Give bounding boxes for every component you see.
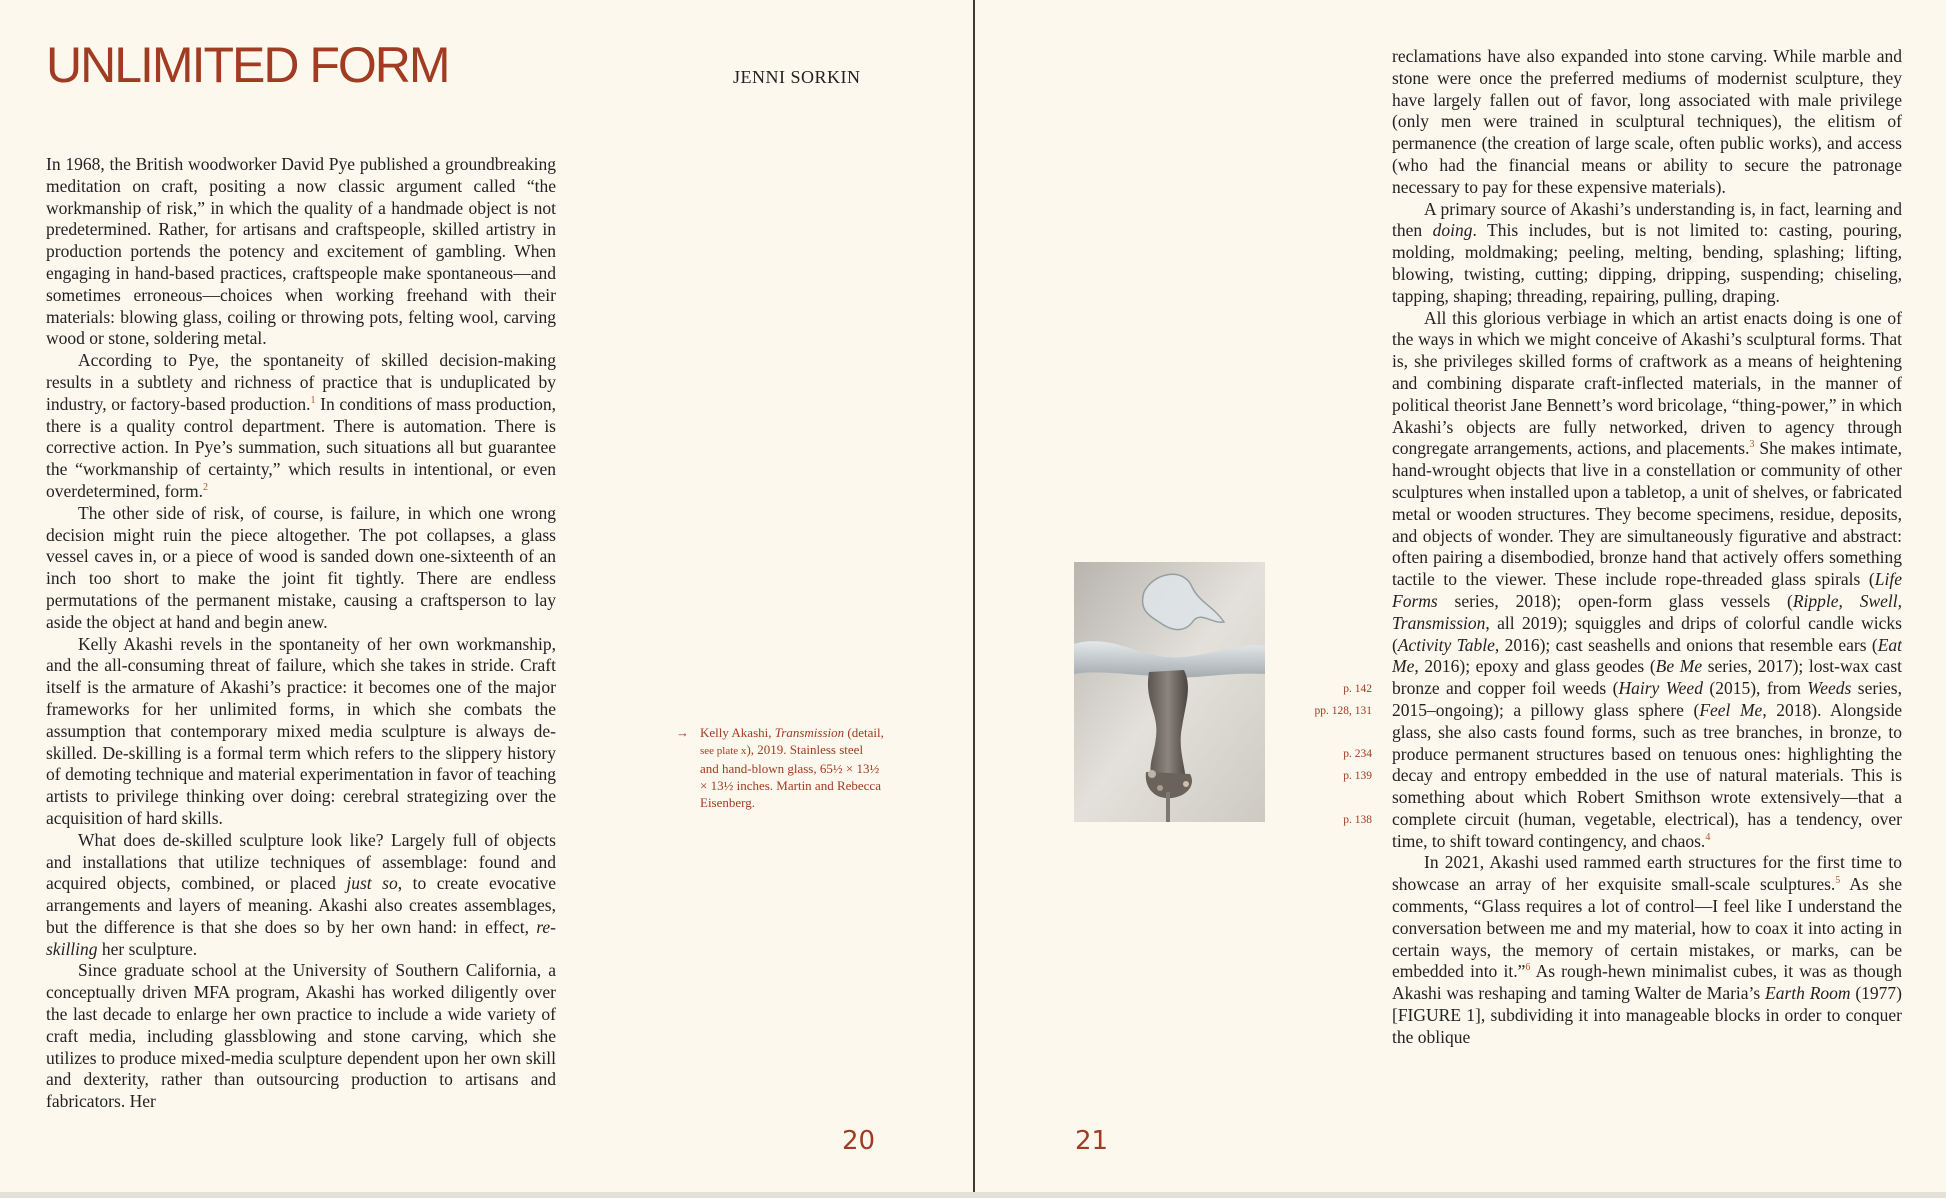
page-ref-link[interactable]: pp. 128, 131 xyxy=(1314,705,1372,717)
sculpture-photo xyxy=(1074,562,1265,822)
page-ref-link[interactable]: p. 142 xyxy=(1343,683,1372,695)
footnote-ref[interactable]: 6 xyxy=(1525,962,1531,974)
paragraph: All this glorious verbiage in which an artist enacts doing is one of the ways in which we might conceive of Akashi’s sculptural forms. That is, she privileges skilled forms of craftwork as a means of heightening and combining disparate craft-inflected materials, in the manner of political theorist Jane Bennett’s word bricolage, “thing-power,” in which Akashi’s objects are fully networked, driven to agency through congregate arrangements, actions, and placements.$^3$ She makes intimate, hand-wrought objects that live in a constellation or community of other sculptures when installed upon a tabletop, a unit of shelves, or fabricated metal or wooden structures. They become specimens, residue, deposits, and objects of wonder. They are simultaneously figurative and abstract: often pairing a disembodied, bronze hand that actively offers something tactile to the viewer. These include rope-threaded glass spirals (Life Forms series, 2018); open-form glass vessels (Ripple, Swell, Transmission, all 2019); squiggles and drips of colorful candle wicks (Activity Table, 2016); cast seashells and onions that resemble ears (Eat Me, 2016); epoxy and glass geodes (Be Me series, 2017); lost-wax cast bronze and copper foil weeds (Hairy Weed (2015), from Weeds series, 2015–ongoing); a pillowy glass sphere (Feel Me, 2018). Alongside glass, she also casts found forms, such as tree branches, in bronze, to produce permanent structures based on tenuous ones: highlighting the decay and entropy embedded in the use of natural materials. This is something about which Robert Smithson wrote extensively—that a complete circuit (human, vegetable, electrical), has a tendency, over time, to shift toward contingency, and chaos.$^4$ xyxy=(1392,307,1902,851)
page-bottom-edge xyxy=(0,1192,1946,1198)
arrow-right-icon: → xyxy=(676,725,689,740)
paragraph: In 2021, Akashi used rammed earth structures for the first time to showcase an array of her exquisite small-scale sculptures.$^5$ As she comments, “Glass requires a lot of control—I feel like I understand the conversation between me and my material, how to coax it into acting in certain ways, the memory of certain mistakes, or marks, can be embedded into it.”$^6$ As rough-hewn minimalist cubes, it was as though Akashi was reshaping and taming Walter de Maria’s Earth Room (1977) [FIGURE 1], subdividing it into manageable blocks in order to conquer the oblique xyxy=(1392,852,1902,1047)
plate-link[interactable]: see plate x xyxy=(700,745,747,757)
right-page-text xyxy=(1392,46,1902,1156)
paragraph: The other side of risk, of course, is failure, in which one wrong decision might ruin the piece altogether. The pot collapses, a glass vessel caves in, or a piece of wood is sanded down one-sixteenth of an inch too short to make the joint fit tightly. There are endless permutations of the permanent mistake, causing a craftsperson to lay aside the object at hand and begin anew. xyxy=(46,502,556,632)
footnote-ref[interactable]: 5 xyxy=(1835,875,1841,887)
paragraph: reclamations have also expanded into stone carving. While marble and stone were once the preferred mediums of modernist sculpture, they have largely fallen out of favor, long associated with male privilege (only men were trained in sculptural techniques), the elitism of permanence (the creation of large scale, often public works), and access (who had the financial means or ability to secure the patronage necessary to pay for these expensive materials). xyxy=(1392,46,1902,197)
paragraph: Kelly Akashi revels in the spontaneity of her own workmanship, and the all-consuming threat of failure, which she takes in stride. Craft itself is the armature of Akashi’s practice: it becomes one of the major frameworks for her unlimited forms, in which she combats the assumption that contemporary mixed media sculpture is always de-skilled. De-skilling is a formal term which refers to the slippery history of demoting technique and material experimentation in favor of teaching artists to privilege thinking over doing: cerebral strategizing over the acquisition of hard skills. xyxy=(46,633,556,828)
page-number-left: 20 xyxy=(842,1126,876,1156)
paragraph: According to Pye, the spontaneity of skilled decision-making results in a subtlety and richness of practice that is unduplicated by industry, or factory-based production.$^1$ In conditions of mass production, there is a quality control department. There is automation. There is corrective action. In Pye’s summation, such situations all but guarantee the “workmanship of certainty,” which results in intentional, or even overdetermined, form.$^2$ xyxy=(46,350,556,501)
sculpture-image-icon xyxy=(1074,562,1265,822)
page-number-right: 21 xyxy=(1075,1126,1109,1156)
page-ref-link[interactable]: p. 234 xyxy=(1343,748,1372,760)
paragraph: Since graduate school at the University of Southern California, a conceptually driven MFA program, Akashi has worked diligently over the last decade to enlarge her own practice to include a wide variety of craft media, including glassblowing and stone carving, which she utilizes to produce mixed-media sculpture dependent upon her own skill and dexterity, rather than outsourcing production to artisans and fabricators. Her xyxy=(46,960,556,1112)
paragraph: In 1968, the British woodworker David Pye published a groundbreaking meditation on craft, positing a now classic argument called “the workmanship of risk,” in which the quality of a handmade object is not predetermined. Rather, for artisans and craftspeople, skilled artistry in production portends the potency and excitement of gambling. When engaging in hand-based practices, craftspeople make spontaneous—and sometimes erroneous—choices when working freehand with their materials: blowing glass, coiling or throwing pots, felting wool, carving wood or stone, soldering metal. xyxy=(46,154,556,349)
author-name: JENNI SORKIN xyxy=(733,67,861,87)
figure-caption: → Kelly Akashi, Transmission (detail, see plate x), 2019. Stainless steel and hand-blown glass, 65½ × 13½ × 13½ inches. Martin and Rebecca Eisenberg. xyxy=(676,725,884,810)
footnote-ref[interactable]: 1 xyxy=(310,394,316,406)
left-page-text xyxy=(46,154,556,1154)
footnote-ref[interactable]: 3 xyxy=(1749,439,1755,451)
page-ref-link[interactable]: p. 139 xyxy=(1343,770,1372,782)
page-ref-link[interactable]: p. 138 xyxy=(1343,814,1372,826)
paragraph: A primary source of Akashi’s understanding is, in fact, learning and then doing. This includes, but is not limited to: casting, pouring, molding, moldmaking; peeling, melting, bending, splashing; lifting, blowing, twisting, cutting; dipping, dripping, suspending; chiseling, tapping, shaping; threading, repairing, pulling, draping. xyxy=(1392,198,1902,306)
footnote-ref[interactable]: 2 xyxy=(202,482,208,494)
gutter-divider xyxy=(973,0,975,1194)
footnote-ref[interactable]: 4 xyxy=(1705,831,1711,843)
paragraph: What does de-skilled sculpture look like? Largely full of objects and installations that utilize techniques of assemblage: found and acquired objects, combined, or placed just so, to create evocative arrangements and layers of meaning. Akashi also creates assemblages, but the difference is that she does so by her own hand: in effect, re-skilling her sculpture. xyxy=(46,829,556,959)
chapter-title: UNLIMITED FORM xyxy=(46,37,449,93)
